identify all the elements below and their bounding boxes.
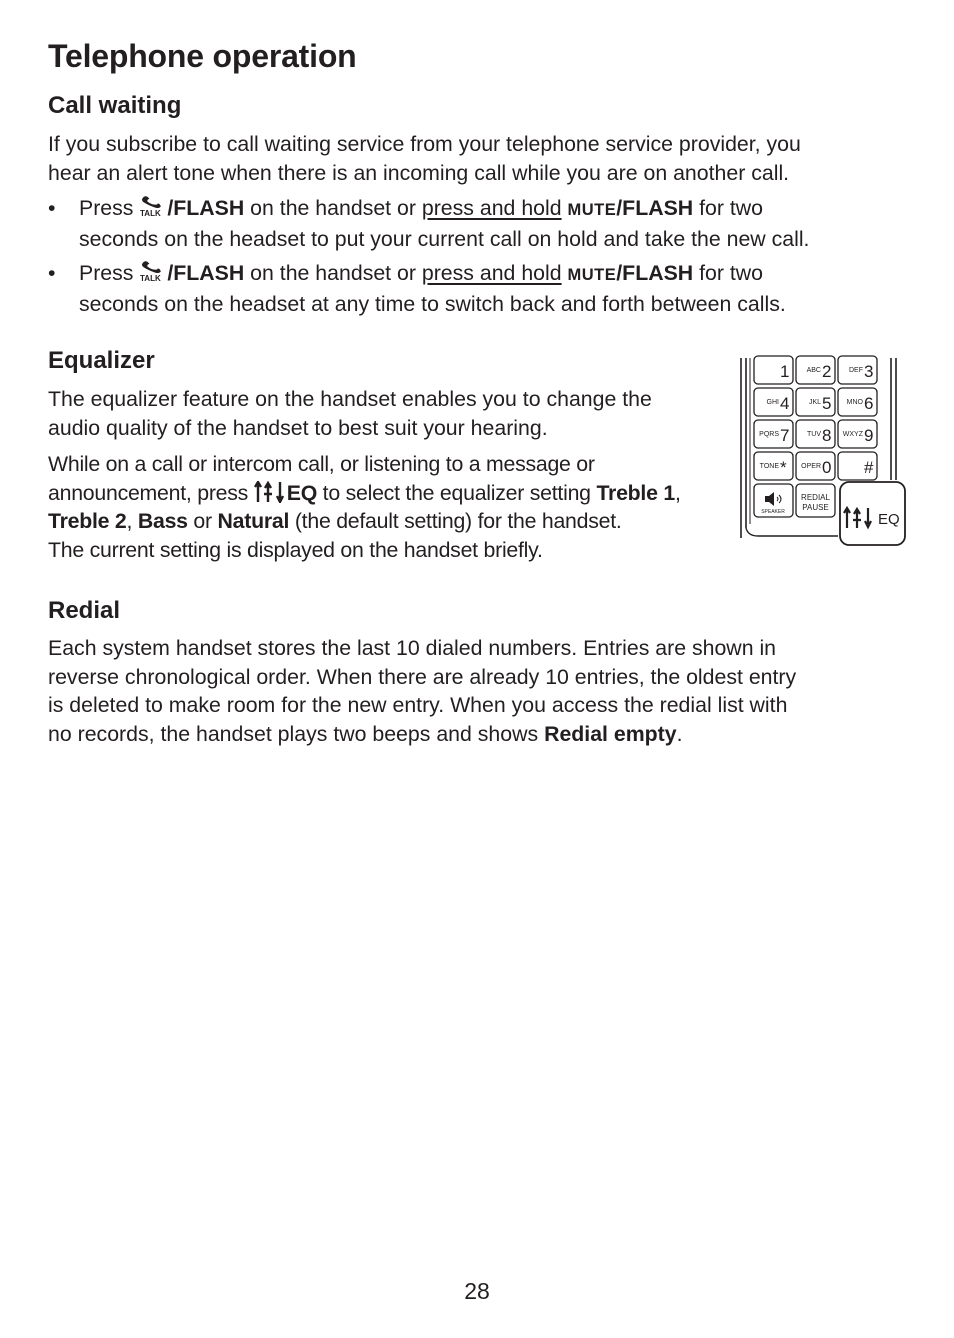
mute-key: MUTE: [567, 266, 617, 284]
keypad-key-digit: 2: [822, 362, 832, 381]
press-and-hold-text: press and hold: [421, 196, 562, 220]
keypad-key-letters: MNO: [846, 399, 863, 406]
mute-flash-key: /FLASH: [616, 196, 694, 220]
keypad-key-letters: TUV: [807, 431, 821, 438]
for-two-text: for two: [693, 196, 764, 220]
eq-p1-line-2: audio quality of the handset to best suit your hearing.: [48, 415, 548, 440]
speaker-label: SPEAKER: [761, 509, 785, 515]
redial-line-1: Each system handset stores the last 10 dialed numbers. Entries are shown in: [48, 636, 777, 660]
bass-setting: Bass: [137, 509, 188, 534]
comma: ,: [126, 509, 138, 534]
keypad-key-3: [838, 356, 877, 384]
keypad-key-digit: 8: [822, 426, 832, 445]
keypad-key-4: [754, 388, 793, 416]
call-waiting-bullet-2: [48, 259, 908, 318]
keypad-key-5: [796, 388, 835, 416]
equalizer-paragraph-1: [48, 385, 652, 442]
redial-line-3: is deleted to make room for the new entry. When you access the redial list with: [48, 693, 788, 718]
equalizer-heading: Equalizer: [48, 347, 155, 374]
mute-key: MUTE: [567, 201, 617, 219]
eq-p2-line-4: The current setting is displayed on the handset briefly.: [48, 537, 543, 562]
talk-label: TALK: [140, 209, 162, 217]
keypad-key-8: [796, 420, 835, 448]
period: .: [676, 721, 683, 746]
eq-arrows-icon: [254, 481, 287, 503]
or-text: or: [187, 509, 218, 534]
call-waiting-bullet-1: [48, 194, 908, 253]
mute-flash-key: /FLASH: [616, 261, 694, 285]
keypad-key-digit: 1: [780, 362, 790, 381]
bullet-2-line-2: seconds on the headset at any time to switch back and forth between calls.: [79, 291, 786, 316]
natural-setting: Natural: [217, 509, 290, 534]
keypad-key-digit: 5: [822, 394, 832, 413]
keypad-key-letters: OPER: [801, 463, 821, 470]
redial-line-2: reverse chronological order. When there are already 10 entries, the oldest entry: [48, 664, 797, 689]
handset-keypad-illustration: [738, 352, 910, 552]
keypad-key-letters: JKL: [808, 399, 821, 406]
eq-p2-text: to select the equalizer setting: [317, 480, 597, 505]
call-waiting-intro: [48, 130, 801, 187]
keypad-key-letters: WXYZ: [842, 431, 863, 438]
keypad-drawing: [738, 352, 910, 552]
talk-label: TALK: [140, 274, 162, 282]
bullet-dot: •: [48, 261, 56, 285]
eq-arrows-icon: [844, 508, 871, 528]
keypad-key-star: [754, 452, 793, 480]
eq-p2-text: (the default setting) for the handset.: [289, 509, 622, 534]
keypad-key-digit: 6: [864, 394, 874, 413]
press-and-hold-text: press and hold: [421, 261, 562, 285]
call-waiting-heading: Call waiting: [48, 92, 182, 119]
talk-key-icon: [139, 260, 167, 282]
keypad-key-digit: *: [780, 458, 787, 477]
redial-empty-text: Redial empty: [544, 721, 677, 746]
bullet-dot: •: [48, 196, 56, 220]
keypad-key-digit: 4: [780, 394, 790, 413]
keypad-key-letters: GHI: [766, 399, 779, 406]
bullet-1-line-2: seconds on the headset to put your current call on hold and take the new call.: [79, 226, 810, 251]
press-text: Press: [79, 261, 140, 285]
talk-key-icon: [139, 195, 167, 217]
keypad-key-2: [796, 356, 835, 384]
eq-p2-text: announcement, press: [48, 480, 254, 505]
keypad-key-pound: [838, 452, 877, 480]
equalizer-paragraph-2: [48, 450, 681, 564]
treble-2-setting: Treble 2: [48, 509, 127, 534]
keypad-key-digit: 0: [822, 458, 832, 477]
keypad-key-6: [838, 388, 877, 416]
for-two-text: for two: [693, 261, 764, 285]
keypad-key-digit: 9: [864, 426, 874, 445]
redial-line-4: no records, the handset plays two beeps and shows: [48, 721, 545, 746]
pause-label: PAUSE: [802, 503, 829, 512]
eq-key: EQ: [286, 480, 318, 505]
speaker-icon: [765, 492, 774, 506]
keypad-key-letters: PQRS: [759, 431, 779, 438]
keypad-key-1: [754, 356, 793, 384]
keypad-key-9: [838, 420, 877, 448]
eq-key-label: EQ: [878, 511, 900, 528]
eq-p2-line-1: While on a call or intercom call, or listening to a message or: [48, 452, 595, 476]
intro-line-2: hear an alert tone when there is an incoming call while you are on another call.: [48, 160, 790, 185]
redial-paragraph: [48, 634, 796, 748]
keypad-key-letters: ABC: [806, 367, 821, 374]
keypad-key-digit: 3: [864, 362, 874, 381]
flash-key: /FLASH: [167, 196, 245, 220]
intro-line-1: If you subscribe to call waiting service from your telephone service provider, you: [48, 132, 801, 156]
page-title: Telephone operation: [48, 38, 357, 74]
keypad-key-letters: DEF: [849, 367, 863, 374]
on-handset-text: on the handset or: [244, 261, 422, 285]
flash-key: /FLASH: [167, 261, 245, 285]
keypad-key-digit: #: [864, 458, 874, 477]
keypad-key-letters: TONE: [759, 463, 779, 470]
keypad-key-7: [754, 420, 793, 448]
eq-p1-line-1: The equalizer feature on the handset enables you to change the: [48, 387, 652, 411]
page-number: 28: [464, 1278, 490, 1304]
redial-heading: Redial: [48, 597, 121, 624]
keypad-key-0: [796, 452, 835, 480]
keypad-key-digit: 7: [780, 426, 790, 445]
press-text: Press: [79, 196, 140, 220]
treble-1-setting: Treble 1: [596, 480, 675, 505]
comma: ,: [674, 480, 681, 505]
on-handset-text: on the handset or: [244, 196, 422, 220]
redial-label: REDIAL: [801, 493, 830, 502]
